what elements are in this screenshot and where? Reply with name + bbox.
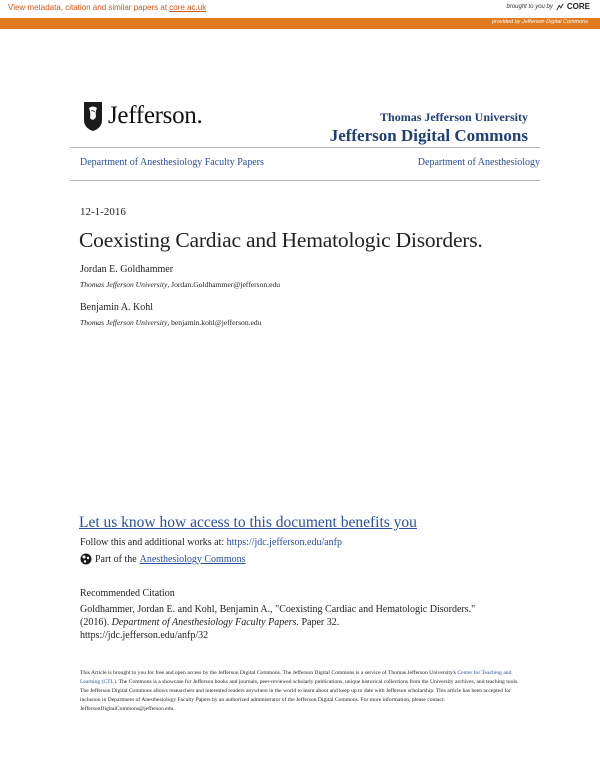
repository-name[interactable]: Jefferson Digital Commons (329, 126, 528, 145)
provided-by-text: provided by Jefferson Digital Commons (492, 19, 588, 25)
university-name[interactable]: Thomas Jefferson University (380, 110, 528, 124)
follow-url-link[interactable]: https://jdc.jefferson.edu/anfp (226, 537, 342, 548)
nav-divider-top (70, 147, 540, 148)
author-email: , benjamin.kohl@jefferson.edu (167, 318, 262, 327)
author-email: , Jordan.Goldhammer@jefferson.edu (167, 280, 281, 289)
core-provided-bar (0, 18, 600, 29)
citation-year: (2016). (80, 617, 112, 628)
follow-prefix: Follow this and additional works at: (80, 537, 227, 548)
benefit-link[interactable]: Let us know how access to this document benefits you (79, 514, 417, 531)
core-label[interactable]: CORE (566, 2, 590, 11)
citation-line-2 (80, 616, 530, 629)
core-banner (0, 0, 600, 18)
jefferson-logo[interactable] (82, 100, 202, 132)
citation-line-1: Goldhammer, Jordan E. and Kohl, Benjamin A., "Coexisting Cardiac and Hematologic Disorders." (80, 604, 476, 615)
brought-by-text: brought to you by (506, 3, 553, 10)
footer-text-2: . The Commons is a showcase for Jefferson books and journals, peer-reviewed scholarly publications, unique historical collections from the University archives, and teaching tools. The Jefferson Digital Commons allows researchers and interested readers anywhere in the world to learn about and keep up to date with Jefferson scholarship. This article has been accepted for inclusion in Department of Anesthesiology Faculty Papers by an authorized administrator of the Jefferson Digital Commons. For more information, please contact: JeffersonDigitalCommons@jefferson.edu. (80, 678, 519, 712)
recommended-citation-heading: Recommended Citation (80, 588, 175, 599)
part-of-line (80, 553, 246, 565)
affiliation-name: Thomas Jefferson University (80, 280, 168, 289)
core-metadata-text (8, 3, 206, 12)
citation-url: https://jdc.jefferson.edu/anfp/32 (80, 630, 209, 641)
ctl-link[interactable]: Center for Teaching and Learning (CTL) (80, 670, 512, 685)
citation-paper-number: Paper 32. (298, 617, 340, 628)
network-commons-icon (80, 553, 92, 565)
author-affiliation (80, 280, 280, 289)
nav-divider-bottom (70, 180, 540, 181)
anesthesiology-commons-link[interactable]: Anesthesiology Commons (139, 553, 246, 565)
affiliation-name: Thomas Jefferson University (80, 318, 168, 327)
footer-notice (80, 669, 520, 714)
citation-text (80, 603, 530, 642)
core-logo-icon (556, 3, 564, 11)
author-name: Jordan E. Goldhammer (80, 264, 174, 275)
part-of-prefix: Part of the (95, 553, 137, 565)
publication-date: 12-1-2016 (80, 206, 126, 218)
core-link[interactable]: core.ac.uk (169, 3, 207, 12)
paper-title: Coexisting Cardiac and Hematologic Disorders. (79, 228, 483, 252)
core-brought-by (507, 2, 591, 11)
core-metadata-prefix: View metadata, citation and similar papers at (8, 3, 168, 12)
author-affiliation (80, 318, 262, 327)
department-link[interactable]: Department of Anesthesiology (417, 157, 540, 168)
follow-line (80, 537, 342, 548)
repository-header (330, 110, 528, 146)
logo-text: Jefferson. (108, 102, 203, 129)
jefferson-shield-icon (82, 100, 104, 132)
footer-text-1: This Article is brought to you for free and open access by the Jefferson Digital Commons. The Jefferson Digital Commons is a service of Thomas Jefferson University's (80, 670, 458, 676)
department-nav (80, 157, 540, 168)
citation-journal: Department of Anesthesiology Faculty Papers. (111, 617, 299, 628)
author-name: Benjamin A. Kohl (80, 302, 154, 313)
faculty-papers-link[interactable]: Department of Anesthesiology Faculty Papers (80, 157, 264, 168)
